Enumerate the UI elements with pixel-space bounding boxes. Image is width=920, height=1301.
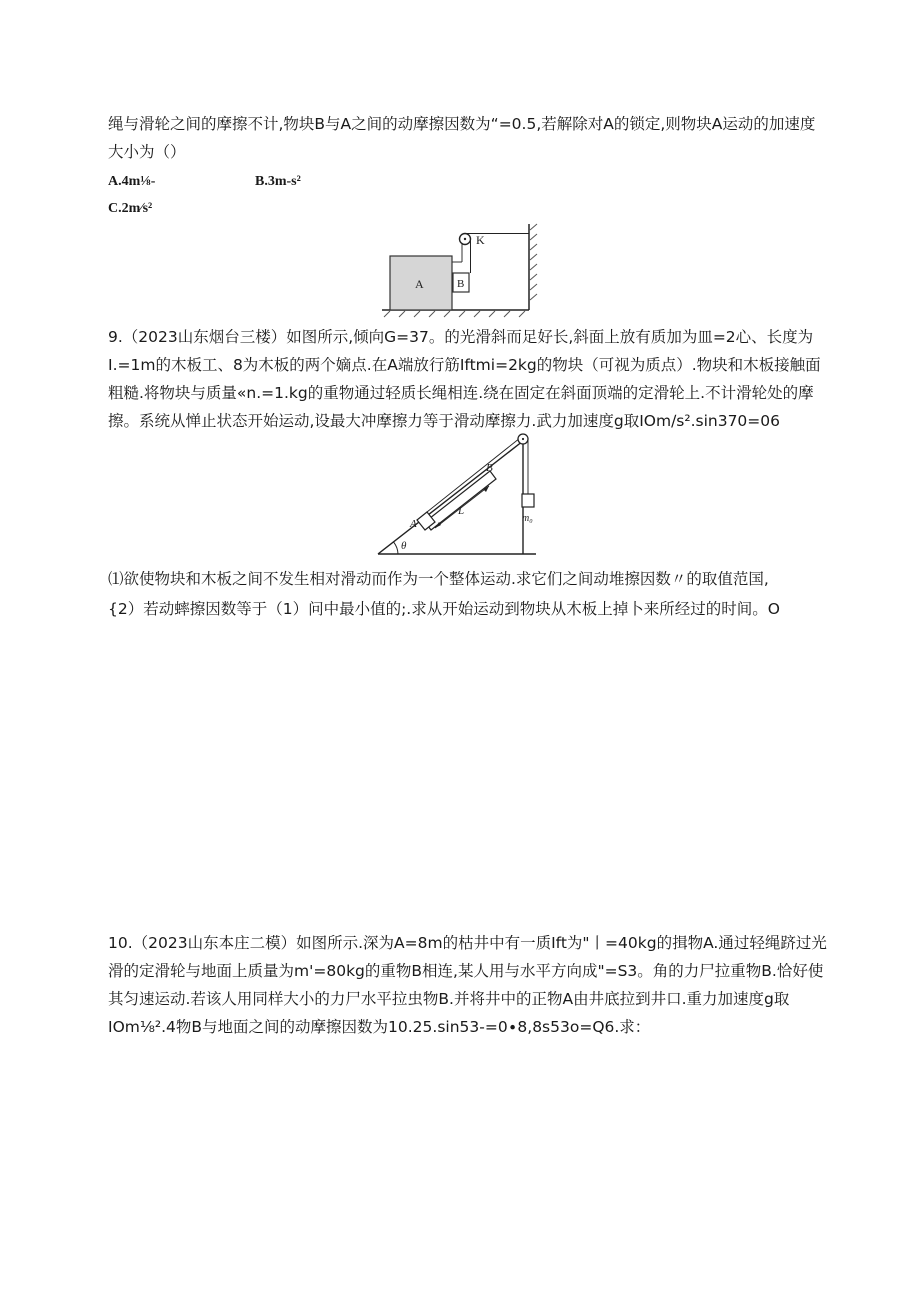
- q9-text-line-1: 9.（2023山东烟台三楼）如图所示,倾向G=37。的光滑斜而足好长,斜面上放有质加为皿=2心、长度为: [108, 328, 814, 346]
- q10-text-line-1: 10.（2023山东本庄二模）如图所示.深为A=8m的枯井中有一质Ift为"丨=40kg的揖物A.通过轻绳跻过光: [108, 934, 827, 952]
- q9-text-line-2: I.=1m的木板工、8为木板的两个嫡点.在A端放行筋Iftmi=2kg的物块（可视为质点）.物块和木板接触面: [108, 356, 821, 374]
- q8-option-a: A.4m⅛-: [108, 174, 156, 189]
- q9-text-line-4: 擦。系统从惮止状态开始运动,设最大冲摩擦力等于滑动摩擦力.武力加速度g取IOm∕s².sin370=06: [108, 412, 781, 430]
- q10-text-line-3: 其匀速运动.若该人用同样大小的力尸水平拉虫物B.并将井中的正物A由井底拉到井口.重力加速度g取: [108, 990, 790, 1008]
- q8-figure: [380, 222, 560, 318]
- hanging-mass: [522, 494, 534, 507]
- board-end-b-label: B: [486, 462, 493, 474]
- q10-text-line-2: 滑的定滑轮与地面上质量为m'=80kg的重物B相连,某人用与水平方向成"=S3。角的力尸拉重物B.恰好使: [108, 962, 824, 980]
- q9-subquestion-1: ⑴欲使物块和木板之间不发生相对滑动而作为一个整体运动.求它们之间动堆擦因数〃的取值范国,: [108, 570, 769, 588]
- block-b-label: B: [457, 278, 465, 290]
- board: [425, 471, 496, 530]
- board-length-label: L: [458, 505, 465, 517]
- q8-option-b: B.3m-s²: [255, 174, 301, 189]
- q9-subquestion-2: {2）若动蟀擦因数等于（1）问中最小值的;.求从开始运动到物块从木板上掉卜来所经过的时间。O: [108, 600, 780, 618]
- hanging-mass-label: m₀: [522, 513, 533, 524]
- q8-option-c: C.2m∕s²: [108, 201, 153, 216]
- angle-theta-label: θ: [401, 540, 407, 552]
- q8-text-line-1: 绳与滑轮之间的摩擦不计,物块B与A之间的动摩擦因数为“=0.5,若解除对A的锁定,则物块A运动的加速度: [108, 115, 816, 133]
- block-a-label: A: [415, 277, 424, 291]
- q9-figure: [370, 428, 550, 560]
- q9-text-line-3: 粗糙.将物块与质量«n.=1.kg的重物通过轻质长绳相连.绕在固定在斜面顶端的定滑轮上.不计滑轮处的摩: [108, 384, 814, 402]
- q8-text-line-2: 大小为（）: [108, 143, 186, 161]
- pulley-k-label: K: [476, 233, 485, 247]
- board-end-a-label: A: [410, 518, 417, 530]
- q10-text-line-4: IOm⅛².4物B与地面之间的动摩擦因数为10.25.sin53-=0∙8,8s53o=Q6.求：: [108, 1018, 651, 1036]
